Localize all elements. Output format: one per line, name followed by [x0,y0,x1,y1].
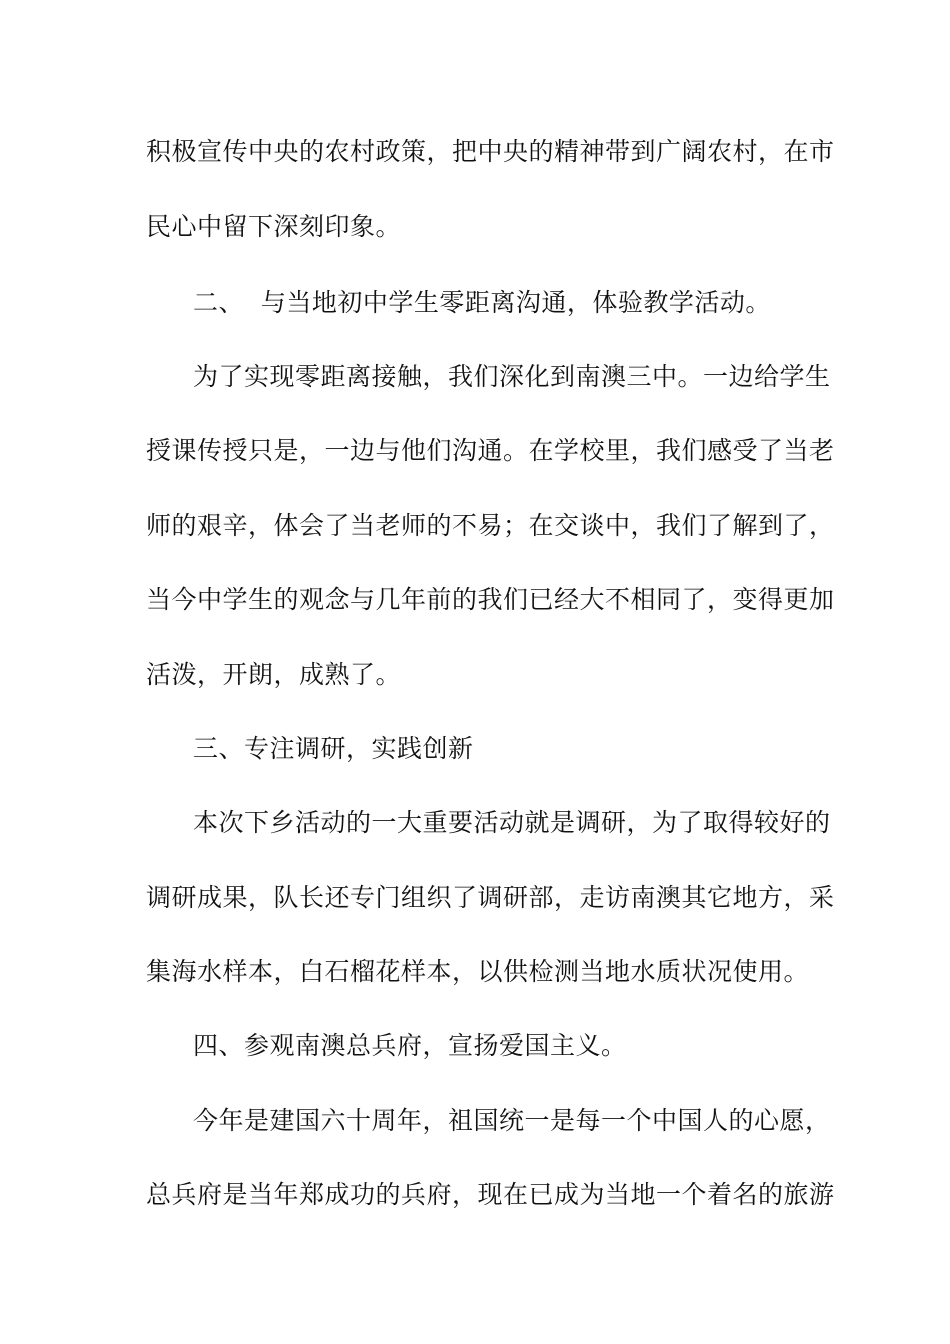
paragraph-line-7: 当今中学生的观念与几年前的我们已经大不相同了，变得更加 [146,585,835,614]
paragraph-line-15: 总兵府是当年郑成功的兵府，现在已成为当地一个着名的旅游 [146,1180,835,1209]
section-heading-3: 三、专注调研，实践创新 [193,734,474,763]
section-heading-4: 四、参观南澳总兵府，宣扬爱国主义。 [193,1031,627,1060]
paragraph-line-12: 集海水样本，白石榴花样本，以供检测当地水质状况使用。 [146,957,810,986]
paragraph-line-6: 师的艰辛，体会了当老师的不易；在交谈中，我们了解到了， [146,511,835,540]
paragraph-line-4: 为了实现零距离接触，我们深化到南澳三中。一边给学生 [193,362,831,391]
paragraph-line-2: 民心中留下深刻印象。 [146,212,402,241]
section-heading-2: 二、 与当地初中学生零距离沟通，体验教学活动。 [193,288,771,317]
paragraph-line-14: 今年是建国六十周年，祖国统一是每一个中国人的心愿， [193,1106,831,1135]
paragraph-line-11: 调研成果，队长还专门组织了调研部，走访南澳其它地方，采 [146,883,835,912]
paragraph-line-1: 积极宣传中央的农村政策，把中央的精神带到广阔农村，在市 [146,137,835,166]
paragraph-line-5: 授课传授只是，一边与他们沟通。在学校里，我们感受了当老 [146,436,835,465]
paragraph-line-8: 活泼，开朗，成熟了。 [146,660,402,689]
paragraph-line-10: 本次下乡活动的一大重要活动就是调研，为了取得较好的 [193,808,831,837]
